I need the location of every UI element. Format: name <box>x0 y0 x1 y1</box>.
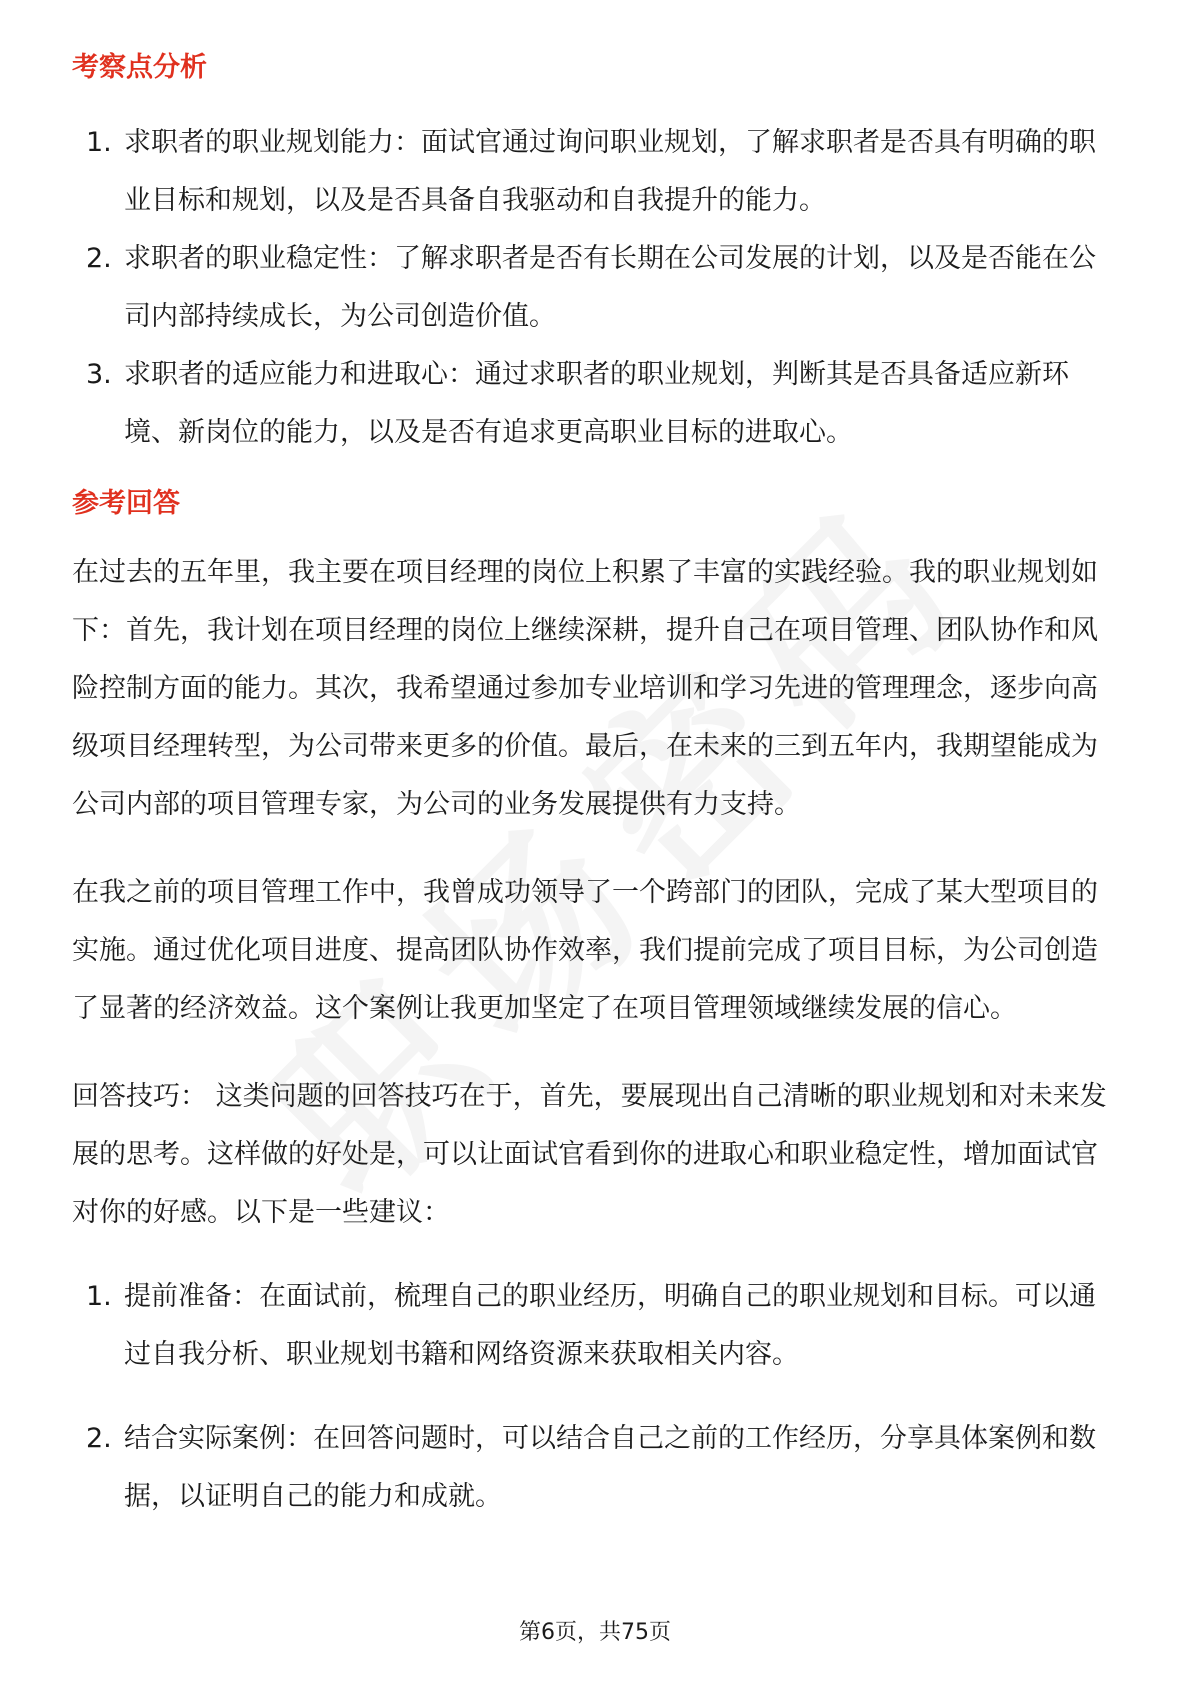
list-number: 1. <box>86 127 112 158</box>
list-item-text: 提前准备：在面试前，梳理自己的职业经历，明确自己的职业规划和目标。可以通过自我分析、职业规划书籍和网络资源来获取相关内容。 <box>124 1281 1096 1370</box>
list-number: 2. <box>86 1423 112 1454</box>
answer-paragraph: 在过去的五年里，我主要在项目经理的岗位上积累了丰富的实践经验。我的职业规划如下：首先，我计划在项目经理的岗位上继续深耕，提升自己在项目管理、团队协作和风险控制方面的能力。其次，我希望通过参加专业培训和学习先进的管理理念，逐步向高级项目经理转型，为公司带来更多的价值。最后，在未来的三到五年内，我期望能成为公司内部的项目管理专家，为公司的业务发展提供有力支持。 <box>72 557 1098 820</box>
list-item-text: 求职者的职业规划能力：面试官通过询问职业规划，了解求职者是否具有明确的职业目标和规划，以及是否具备自我驱动和自我提升的能力。 <box>124 127 1096 216</box>
list-item <box>72 1410 1118 1526</box>
list-item-text: 求职者的适应能力和进取心：通过求职者的职业规划，判断其是否具备适应新环境、新岗位的能力，以及是否有追求更高职业目标的进取心。 <box>124 359 1069 448</box>
page-content <box>72 48 1118 1526</box>
list-number: 3. <box>86 359 112 390</box>
list-number: 1. <box>86 1281 112 1312</box>
list-item-text: 结合实际案例：在回答问题时，可以结合自己之前的工作经历，分享具体案例和数据，以证明自己的能力和成就。 <box>124 1423 1096 1512</box>
tips-list <box>72 1268 1118 1526</box>
list-item <box>72 230 1118 346</box>
list-item <box>72 1268 1118 1384</box>
answer-paragraph: 在我之前的项目管理工作中，我曾成功领导了一个跨部门的团队，完成了某大型项目的实施。通过优化项目进度、提高团队协作效率，我们提前完成了项目目标，为公司创造了显著的经济效益。这个案例让我更加坚定了在项目管理领域继续发展的信心。 <box>72 877 1098 1024</box>
list-item <box>72 346 1118 462</box>
analysis-list <box>72 114 1118 462</box>
page-footer: 第6页，共75页 <box>519 1620 671 1645</box>
tips-paragraph: 回答技巧： 这类问题的回答技巧在于，首先，要展现出自己清晰的职业规划和对未来发展的思考。这样做的好处是，可以让面试官看到你的进取心和职业稳定性，增加面试官对你的好感。以下是一些建议： <box>72 1081 1107 1228</box>
list-number: 2. <box>86 243 112 274</box>
answer-heading: 参考回答 <box>72 488 180 519</box>
analysis-heading: 考察点分析 <box>72 52 207 83</box>
list-item-text: 求职者的职业稳定性：了解求职者是否有长期在公司发展的计划，以及是否能在公司内部持续成长，为公司创造价值。 <box>124 243 1096 332</box>
list-item <box>72 114 1118 230</box>
